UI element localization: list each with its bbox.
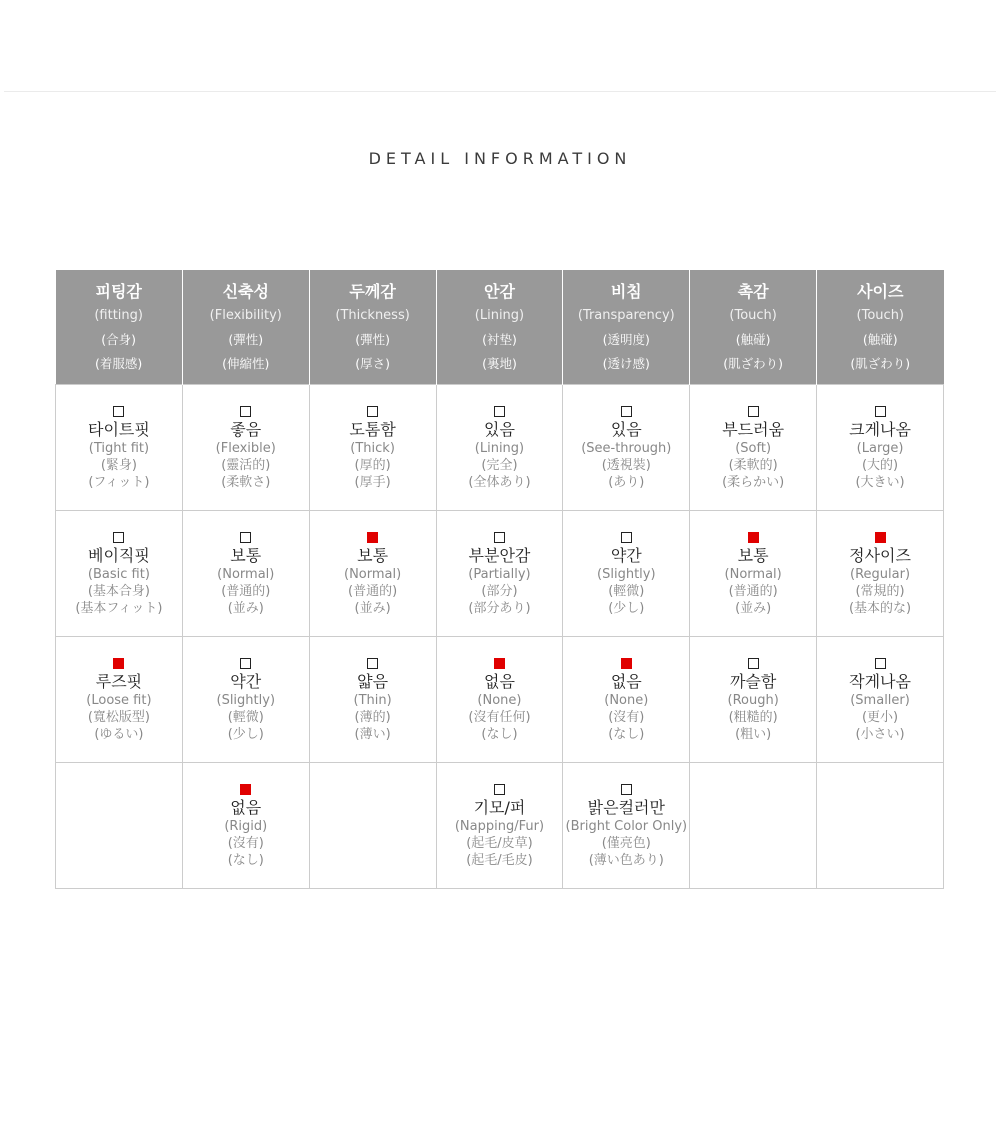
- option-label-jp: (基本的な): [848, 601, 912, 616]
- option-label-ko: 부분안감: [468, 546, 531, 565]
- option-label-en: (Rigid): [224, 819, 268, 834]
- table-cell: [182, 511, 309, 637]
- option-label-en: (Slightly): [597, 567, 656, 582]
- header-label-jp: (肌ざわり): [723, 356, 784, 371]
- unchecked-indicator-icon: [621, 406, 632, 417]
- unchecked-indicator-icon: [748, 658, 759, 669]
- table-cell: [690, 637, 817, 763]
- option-label-en: (Large): [856, 441, 904, 456]
- table-cell: [563, 763, 690, 889]
- option-label-en: (Tight fit): [88, 441, 150, 456]
- checked-indicator-icon: [367, 532, 378, 543]
- header-label-cn: (触碰): [862, 332, 898, 347]
- table-body: [56, 385, 944, 889]
- header-label-jp: (着服感): [95, 356, 143, 371]
- option-label-en: (Napping/Fur): [454, 819, 545, 834]
- option-label-cn: (透視裝): [601, 458, 651, 473]
- header-label-cn: (彈性): [355, 332, 390, 347]
- option-label-jp: (基本フィット): [75, 601, 163, 616]
- option-label-ko: 도톰함: [349, 420, 396, 439]
- option-label-en: (Loose fit): [86, 693, 152, 708]
- option-label-en: (Bright Color Only): [565, 819, 688, 834]
- unchecked-indicator-icon: [113, 532, 124, 543]
- checked-indicator-icon: [494, 658, 505, 669]
- option-label-cn: (沒有): [608, 710, 645, 725]
- option-label-en: (Regular): [850, 567, 911, 582]
- header-label-en: (Touch): [856, 308, 905, 323]
- option-label-cn: (僅亮色): [601, 836, 651, 851]
- table-cell: [436, 637, 563, 763]
- option-label-cn: (輕微): [227, 710, 264, 725]
- option-label-en: (Normal): [344, 567, 402, 582]
- header-label-ko: 촉감: [737, 282, 769, 301]
- table-cell: [690, 511, 817, 637]
- option-label-ko: 얇음: [357, 672, 389, 691]
- option-label-ko: 약간: [610, 546, 642, 565]
- option-label-cn: (常規的): [855, 584, 905, 599]
- option-label-ko: 보통: [357, 546, 389, 565]
- page-title: DETAIL INFORMATION: [368, 148, 632, 168]
- option-label-ko: 크게나옴: [849, 420, 911, 439]
- option-label-cn: (粗糙的): [728, 710, 778, 725]
- header-label-ko: 신축성: [222, 282, 269, 301]
- option-label-jp: (少し): [608, 601, 645, 616]
- table-cell: [182, 637, 309, 763]
- option-label-ko: 밝은컬러만: [587, 798, 665, 817]
- header-label-ko: 안감: [483, 282, 515, 301]
- table-row: [56, 385, 944, 511]
- checked-indicator-icon: [113, 658, 124, 669]
- option-label-cn: (厚的): [354, 458, 391, 473]
- option-label-cn: (普通的): [348, 584, 398, 599]
- option-label-ko: 약간: [230, 672, 262, 691]
- table-row: [56, 511, 944, 637]
- table-cell: [817, 763, 944, 889]
- table-cell: [309, 511, 436, 637]
- table-cell: [309, 637, 436, 763]
- header-label-ko: 사이즈: [857, 282, 904, 301]
- option-label-ko: 없음: [483, 672, 515, 691]
- option-label-jp: (薄い): [354, 727, 391, 742]
- unchecked-indicator-icon: [367, 406, 378, 417]
- table-cell: [182, 385, 309, 511]
- option-label-ko: 없음: [610, 672, 642, 691]
- option-label-jp: (厚手): [354, 475, 391, 490]
- table-cell: [56, 763, 183, 889]
- checked-indicator-icon: [748, 532, 759, 543]
- unchecked-indicator-icon: [494, 784, 505, 795]
- option-label-jp: (少し): [227, 727, 264, 742]
- table-cell: [56, 385, 183, 511]
- option-label-en: (None): [477, 693, 522, 708]
- table-cell: [563, 637, 690, 763]
- table-cell: [436, 763, 563, 889]
- header-cell: [690, 270, 817, 385]
- header-cell: [56, 270, 183, 385]
- header-label-en: (Transparency): [577, 308, 675, 323]
- option-label-jp: (柔らかい): [722, 475, 785, 490]
- option-label-ko: 보통: [230, 546, 262, 565]
- option-label-en: (Flexible): [215, 441, 276, 456]
- header-label-ko: 두께감: [349, 282, 396, 301]
- option-label-ko: 기모/퍼: [473, 798, 526, 817]
- header-label-cn: (透明度): [602, 332, 650, 347]
- table-cell: [817, 385, 944, 511]
- header-label-jp: (透け感): [602, 356, 650, 371]
- option-label-en: (Lining): [474, 441, 525, 456]
- option-label-cn: (柔軟的): [728, 458, 778, 473]
- option-label-jp: (小さい): [855, 727, 905, 742]
- table-row: [56, 637, 944, 763]
- option-label-en: (Soft): [735, 441, 772, 456]
- unchecked-indicator-icon: [621, 784, 632, 795]
- header-label-cn: (彈性): [228, 332, 264, 347]
- option-label-ko: 보통: [737, 546, 769, 565]
- unchecked-indicator-icon: [113, 406, 124, 417]
- unchecked-indicator-icon: [494, 406, 505, 417]
- option-label-jp: (なし): [608, 727, 645, 742]
- unchecked-indicator-icon: [240, 532, 251, 543]
- table-cell: [690, 385, 817, 511]
- option-label-jp: (粗い): [735, 727, 772, 742]
- table-cell: [436, 385, 563, 511]
- option-label-en: (Thin): [353, 693, 392, 708]
- option-label-cn: (起毛/皮草): [466, 836, 533, 851]
- option-label-cn: (沒有): [227, 836, 264, 851]
- table-cell: [563, 511, 690, 637]
- checked-indicator-icon: [621, 658, 632, 669]
- header-label-en: (Thickness): [335, 308, 410, 323]
- header-row: [56, 270, 944, 385]
- table-cell: [563, 385, 690, 511]
- option-label-cn: (靈活的): [221, 458, 271, 473]
- header-cell: [817, 270, 944, 385]
- header-label-jp: (肌ざわり): [850, 356, 911, 371]
- option-label-jp: (並み): [735, 601, 772, 616]
- detail-information-table: [55, 270, 944, 889]
- header-label-en: (Touch): [729, 308, 777, 323]
- table-cell: [817, 511, 944, 637]
- option-label-cn: (更小): [861, 710, 899, 725]
- unchecked-indicator-icon: [748, 406, 759, 417]
- checked-indicator-icon: [875, 532, 886, 543]
- header-label-jp: (裏地): [482, 356, 517, 371]
- option-label-en: (Normal): [724, 567, 782, 582]
- header-label-cn: (触碰): [735, 332, 771, 347]
- option-label-ko: 베이직핏: [88, 546, 150, 565]
- option-label-ko: 작게나옴: [849, 672, 911, 691]
- unchecked-indicator-icon: [240, 658, 251, 669]
- header-label-ko: 비침: [610, 282, 642, 301]
- option-label-jp: (並み): [354, 601, 391, 616]
- option-label-en: (Thick): [350, 441, 395, 456]
- option-label-ko: 있음: [483, 420, 515, 439]
- table-cell: [436, 511, 563, 637]
- option-label-cn: (寬松版型): [87, 710, 150, 725]
- checked-indicator-icon: [240, 784, 251, 795]
- option-label-ko: 없음: [230, 798, 262, 817]
- option-label-ko: 루즈핏: [95, 672, 143, 691]
- option-label-jp: (なし): [227, 853, 264, 868]
- table-row: [56, 763, 944, 889]
- unchecked-indicator-icon: [875, 658, 886, 669]
- option-label-ko: 정사이즈: [849, 546, 911, 565]
- option-label-jp: (部分あり): [468, 601, 531, 616]
- header-label-en: (Lining): [474, 308, 525, 323]
- header-cell: [182, 270, 309, 385]
- option-label-ko: 있음: [610, 420, 642, 439]
- option-label-ko: 까슬함: [729, 672, 777, 691]
- unchecked-indicator-icon: [494, 532, 505, 543]
- option-label-en: (Slightly): [216, 693, 276, 708]
- header-label-cn: (合身): [101, 332, 137, 347]
- table-cell: [817, 637, 944, 763]
- option-label-jp: (薄い色あり): [588, 853, 664, 868]
- table-cell: [309, 763, 436, 889]
- table-cell: [56, 637, 183, 763]
- option-label-jp: (大きい): [855, 475, 905, 490]
- unchecked-indicator-icon: [875, 406, 886, 417]
- option-label-cn: (普通的): [221, 584, 271, 599]
- table-cell: [690, 763, 817, 889]
- header-label-jp: (厚さ): [355, 356, 390, 371]
- option-label-jp: (全体あり): [468, 475, 531, 490]
- header-cell: [309, 270, 436, 385]
- top-divider: [4, 91, 996, 92]
- option-label-en: (Rough): [727, 693, 779, 708]
- unchecked-indicator-icon: [367, 658, 378, 669]
- header-label-ko: 피팅감: [95, 282, 142, 301]
- option-label-cn: (普通的): [728, 584, 778, 599]
- option-label-jp: (あり): [608, 475, 645, 490]
- option-label-en: (Basic fit): [87, 567, 150, 582]
- header-label-jp: (伸縮性): [222, 356, 270, 371]
- option-label-cn: (基本合身): [87, 584, 150, 599]
- table-cell: [56, 511, 183, 637]
- header-label-en: (Flexibility): [209, 308, 282, 323]
- option-label-cn: (沒有任何): [468, 710, 531, 725]
- unchecked-indicator-icon: [240, 406, 251, 417]
- option-label-en: (See-through): [581, 441, 672, 456]
- option-label-ko: 타이트핏: [88, 420, 150, 439]
- option-label-jp: (柔軟さ): [221, 475, 271, 490]
- option-label-cn: (輕微): [608, 584, 645, 599]
- header-cell: [436, 270, 563, 385]
- option-label-en: (None): [604, 693, 649, 708]
- option-label-cn: (大的): [861, 458, 899, 473]
- option-label-jp: (並み): [227, 601, 264, 616]
- option-label-en: (Partially): [468, 567, 531, 582]
- option-label-jp: (フィット): [88, 475, 150, 490]
- option-label-en: (Smaller): [850, 693, 910, 708]
- header-label-en: (fitting): [94, 308, 143, 323]
- option-label-cn: (完全): [481, 458, 518, 473]
- table-cell: [182, 763, 309, 889]
- table-cell: [309, 385, 436, 511]
- header-cell: [563, 270, 690, 385]
- option-label-jp: (起毛/毛皮): [466, 853, 533, 868]
- option-label-jp: (ゆるい): [94, 727, 144, 742]
- option-label-ko: 좋음: [230, 420, 262, 439]
- option-label-jp: (なし): [481, 727, 518, 742]
- option-label-cn: (薄的): [354, 710, 391, 725]
- option-label-cn: (緊身): [100, 458, 137, 473]
- unchecked-indicator-icon: [621, 532, 632, 543]
- option-label-cn: (部分): [481, 584, 518, 599]
- option-label-ko: 부드러움: [722, 420, 785, 439]
- header-label-cn: (衬垫): [482, 332, 517, 347]
- option-label-en: (Normal): [217, 567, 275, 582]
